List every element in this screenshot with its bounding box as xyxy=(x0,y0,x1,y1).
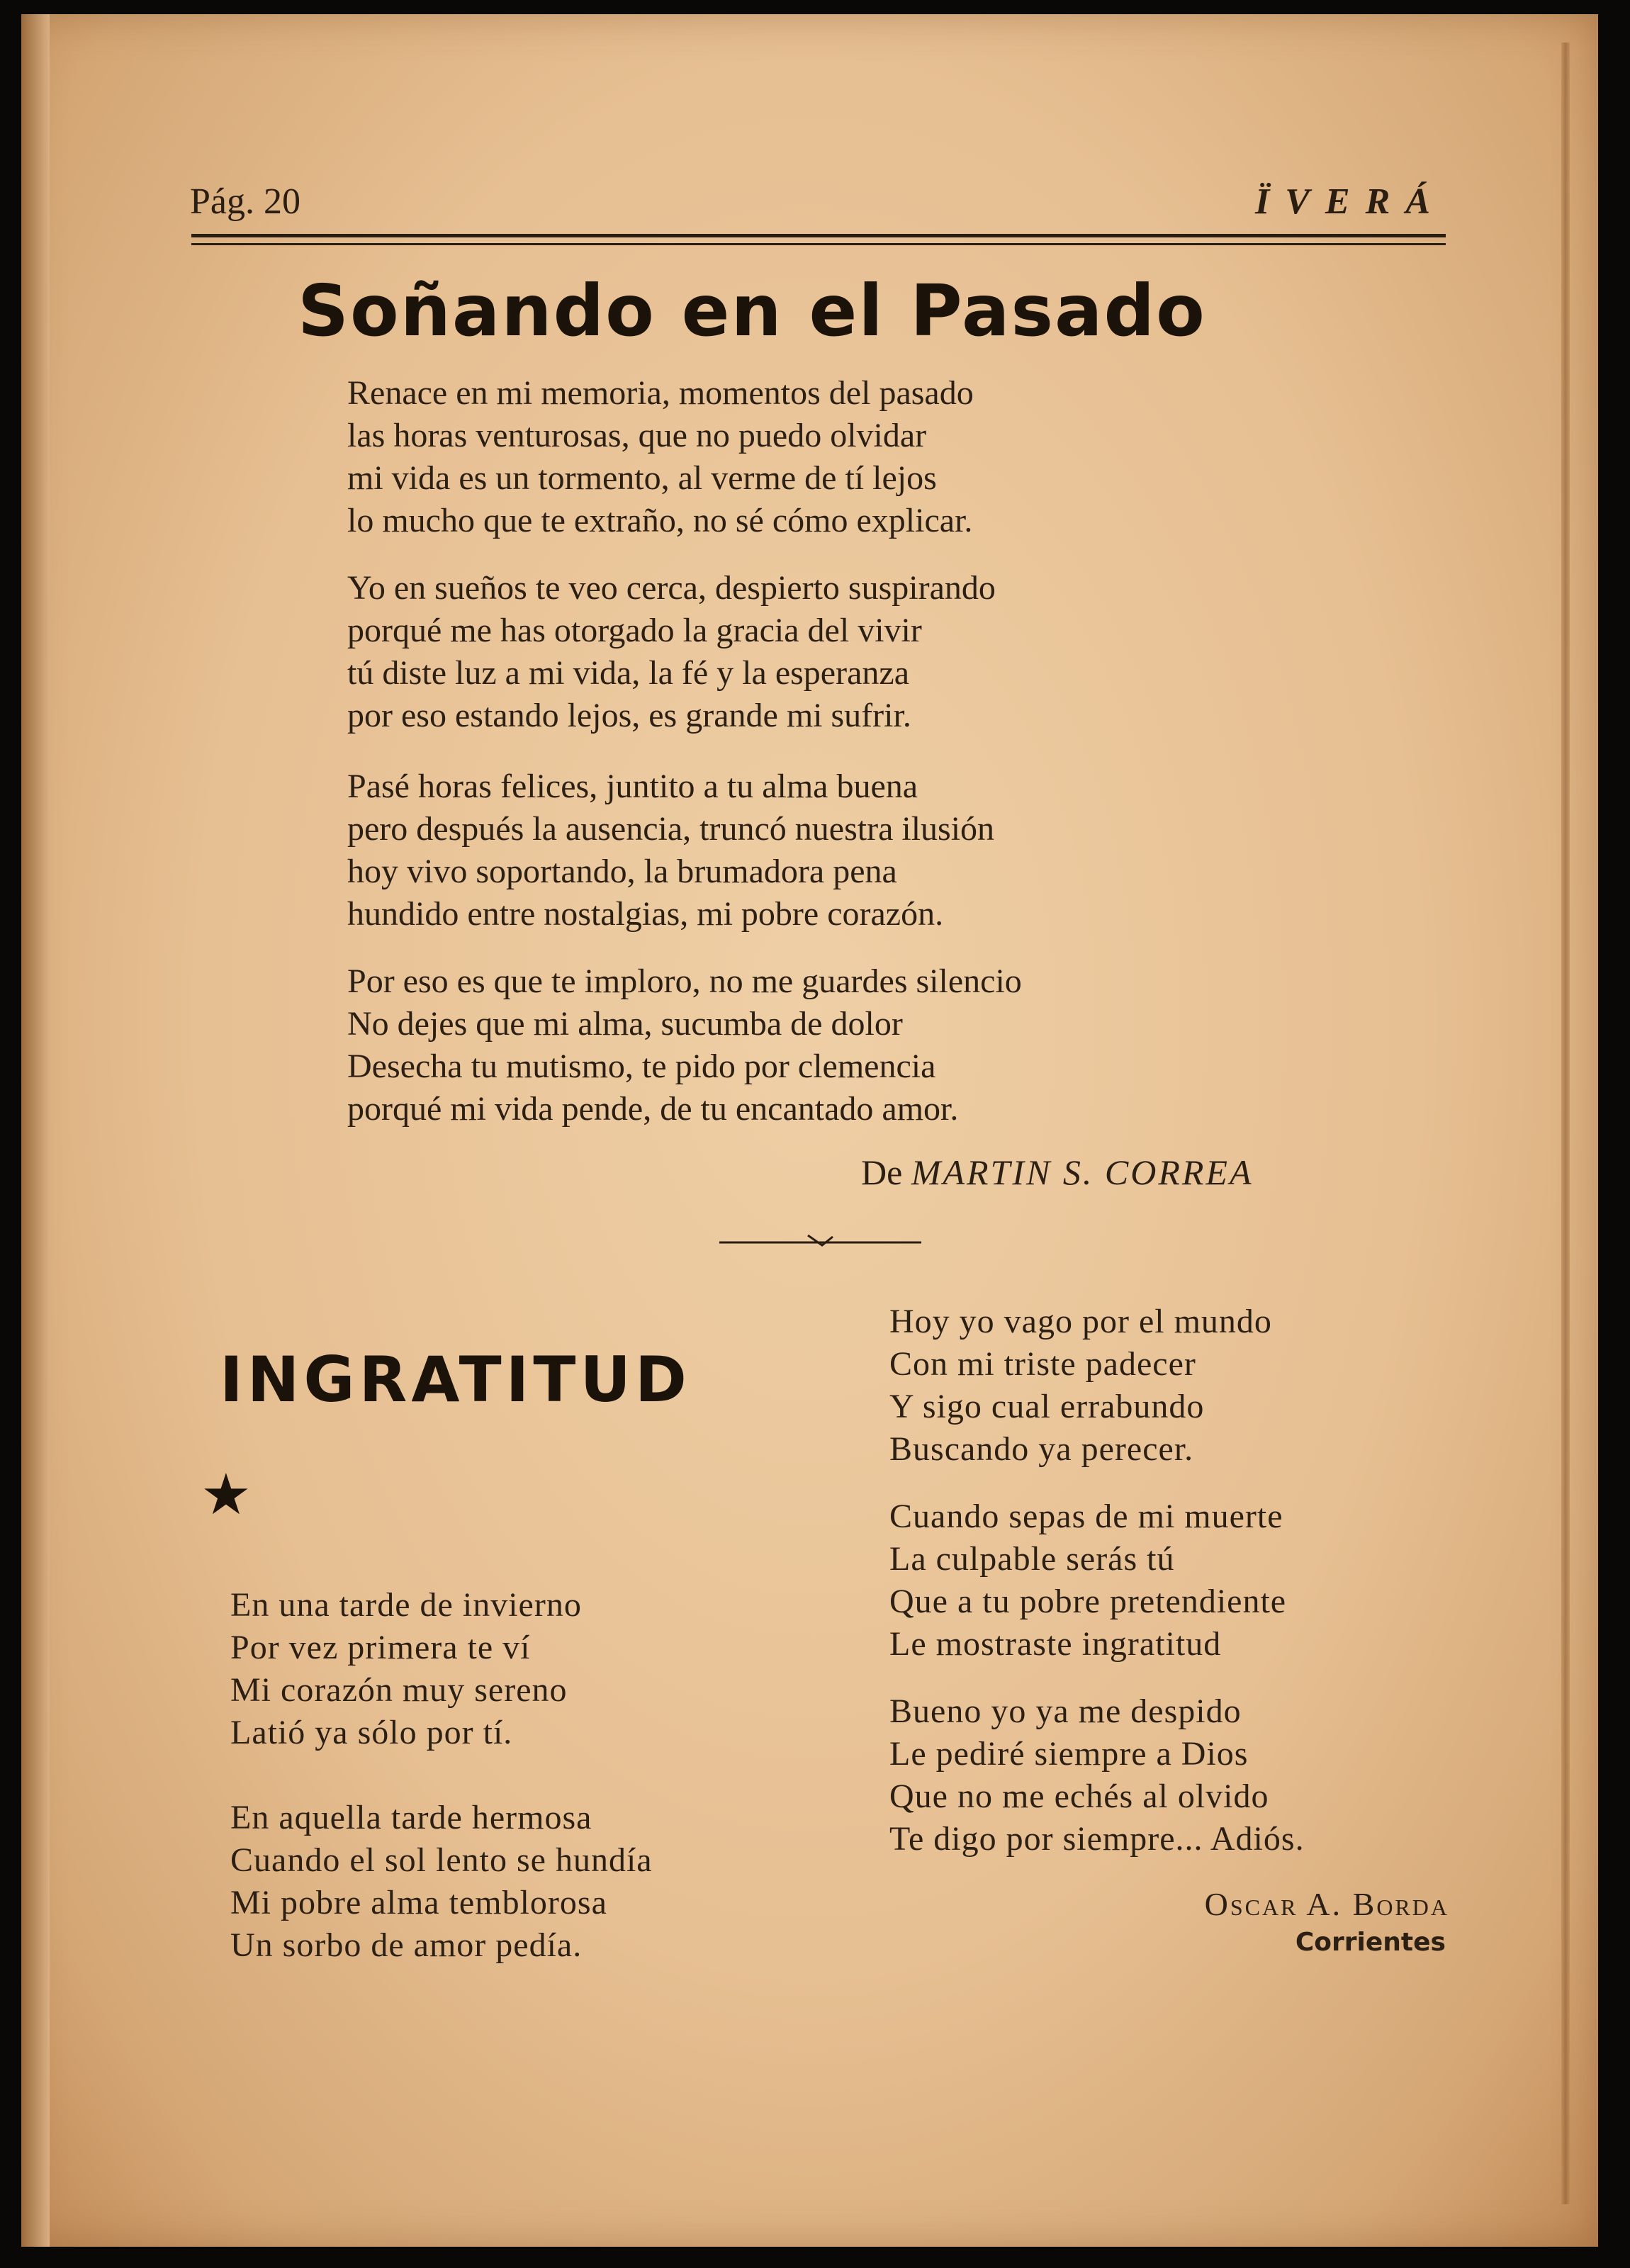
poem1-stanza-3 xyxy=(347,765,994,936)
poem-line: Por vez primera te ví xyxy=(230,1629,531,1666)
poem1-stanza-1 xyxy=(347,372,974,542)
header-rule-thin xyxy=(191,243,1446,245)
poem-line: Que no me echés al olvido xyxy=(889,1778,1269,1815)
poem-line: Y sigo cual errabundo xyxy=(889,1388,1205,1425)
poem2-stanza-left-2 xyxy=(230,1797,653,1967)
poem-line: Buscando ya perecer. xyxy=(889,1430,1194,1468)
poem-line: Que a tu pobre pretendiente xyxy=(889,1583,1287,1620)
poem-line: Renace en mi memoria, momentos del pasado xyxy=(347,374,974,412)
poem-line: Pasé horas felices, juntito a tu alma buena xyxy=(347,768,918,805)
poem1-stanza-2 xyxy=(347,567,996,737)
poem-line: Latió ya sólo por tí. xyxy=(230,1714,513,1751)
poem-line: Te digo por siempre... Adiós. xyxy=(889,1820,1305,1858)
poem-line: La culpable serás tú xyxy=(889,1540,1175,1578)
poem-line: pero después la ausencia, truncó nuestra ilusión xyxy=(347,810,995,848)
poem-line: Cuando sepas de mi muerte xyxy=(889,1498,1283,1535)
poem-line: porqué mi vida pende, de tu encantado amor. xyxy=(347,1090,959,1128)
page-number: Pág. 20 xyxy=(190,181,300,222)
ornament-divider xyxy=(719,1230,921,1251)
poem-line: Con mi triste padecer xyxy=(889,1345,1196,1383)
poem1-stanza-4 xyxy=(347,960,1022,1130)
page-right-edge xyxy=(1561,43,1570,2204)
poem-line: mi vida es un tormento, al verme de tí lejos xyxy=(347,459,937,497)
poem-line: Mi corazón muy sereno xyxy=(230,1671,568,1709)
page-binding-edge xyxy=(21,14,50,2247)
poem2-stanza-right-1 xyxy=(889,1301,1272,1471)
poem-line: Bueno yo ya me despido xyxy=(889,1692,1242,1730)
header-rule-thick xyxy=(191,234,1446,237)
page-header xyxy=(170,181,1446,230)
magazine-name: ÏVERÁ xyxy=(1255,181,1446,222)
poem-line: Desecha tu mutismo, te pido por clemencia xyxy=(347,1048,936,1085)
poem-line: En aquella tarde hermosa xyxy=(230,1799,592,1836)
poem1-title: Soñando en el Pasado xyxy=(298,269,1206,352)
poem-line: Hoy yo vago por el mundo xyxy=(889,1303,1272,1340)
poem-line: Por eso es que te imploro, no me guardes silencio xyxy=(347,962,1022,1000)
signature-prefix: De xyxy=(861,1152,903,1192)
poem2-signature-place: Corrientes xyxy=(1295,1928,1446,1957)
poem-line: Cuando el sol lento se hundía xyxy=(230,1841,653,1879)
poem-line: Le mostraste ingratitud xyxy=(889,1625,1222,1663)
poem-line: En una tarde de invierno xyxy=(230,1586,582,1624)
poem2-stanza-right-3 xyxy=(889,1690,1305,1860)
poem-line: lo mucho que te extraño, no sé cómo explicar. xyxy=(347,502,973,539)
poem2-stanza-left-1 xyxy=(230,1584,582,1754)
poem-line: Le pediré siempre a Dios xyxy=(889,1735,1249,1773)
poem1-signature xyxy=(861,1152,1253,1193)
poem-line: las horas venturosas, que no puedo olvidar xyxy=(347,417,927,454)
signature-name: MARTIN S. CORREA xyxy=(911,1152,1254,1192)
poem-line: hundido entre nostalgias, mi pobre corazón. xyxy=(347,895,944,933)
poem2-stanza-right-2 xyxy=(889,1495,1286,1666)
poem-line: Mi pobre alma temblorosa xyxy=(230,1884,607,1921)
poem2-title: INGRATITUD xyxy=(220,1343,691,1416)
poem-line: tú diste luz a mi vida, la fé y la esperanza xyxy=(347,654,910,692)
poem2-signature: Oscar A. Borda xyxy=(1204,1886,1449,1922)
poem-line: por eso estando lejos, es grande mi sufrir. xyxy=(347,697,911,734)
poem-line: No dejes que mi alma, sucumba de dolor xyxy=(347,1005,903,1043)
star-icon: ★ xyxy=(201,1464,252,1527)
poem-line: porqué me has otorgado la gracia del vivir xyxy=(347,612,922,649)
poem-line: Yo en sueños te veo cerca, despierto suspirando xyxy=(347,569,996,607)
poem-line: Un sorbo de amor pedía. xyxy=(230,1926,583,1964)
poem-line: hoy vivo soportando, la brumadora pena xyxy=(347,853,897,890)
